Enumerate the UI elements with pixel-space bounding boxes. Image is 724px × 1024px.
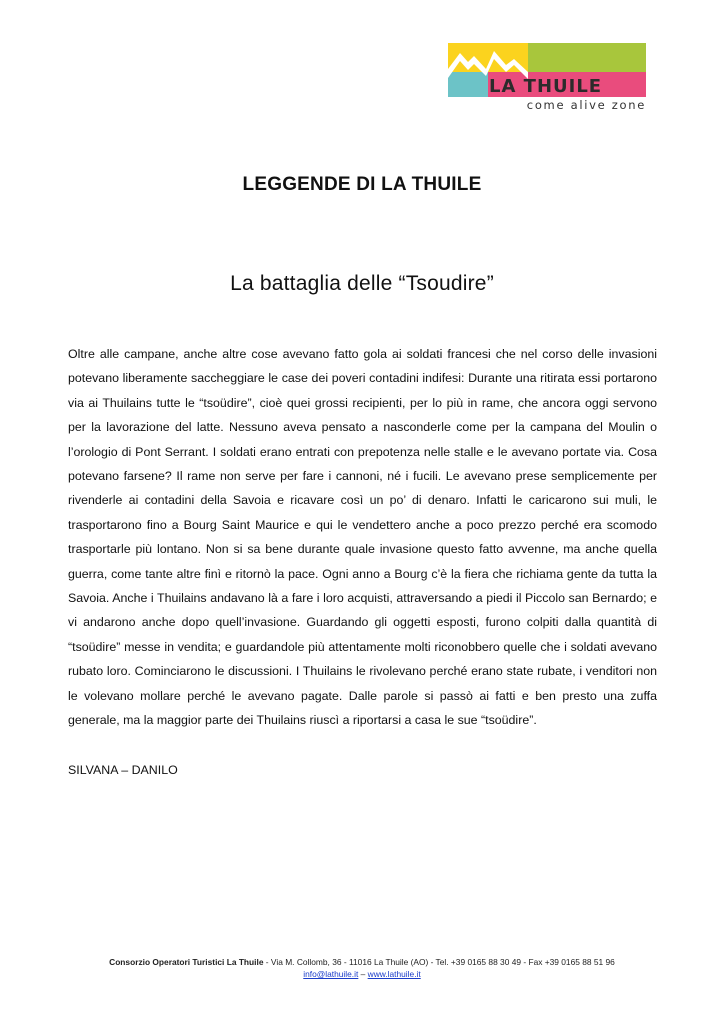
footer (0, 956, 724, 980)
footer-links-line (0, 968, 724, 980)
footer-address-line (0, 956, 724, 968)
la-thuile-logo (448, 43, 646, 113)
logo-teal-block (448, 72, 488, 97)
footer-address: - Via M. Collomb, 36 - 11016 La Thuile (AO) - Tel. +39 0165 88 30 49 - Fax +39 0165 88 51 96 (263, 957, 615, 967)
logo-title: LA THUILE (489, 76, 603, 97)
story-body (68, 342, 657, 733)
logo-tagline: come alive zone (526, 98, 646, 112)
footer-separator: – (358, 969, 368, 979)
author-signature: SILVANA – DANILO (68, 763, 178, 777)
footer-website-link[interactable]: www.lathuile.it (367, 969, 421, 979)
footer-email-link[interactable]: info@lathuile.it (303, 969, 359, 979)
logo-green-block (528, 43, 646, 72)
footer-org-name: Consorzio Operatori Turistici La Thuile (109, 957, 264, 967)
story-paragraph: Oltre alle campane, anche altre cose avevano fatto gola ai soldati francesi che nel corso delle invasioni potevano liberamente saccheggiare le case dei poveri contadini indifesi: Durante una ritirata essi portarono via ai Thuilains tutte le “tsoüdire”, cioè quei grossi recipienti, per lo più in rame, che ancora oggi servono per la lavorazione del latte. Nessuno aveva pensato a nasconderle come per la campana del Moulin o l’orologio di Pont Serrant. I soldati erano entrati con prepotenza nelle stalle e le avevano portate via. Cosa potevano farsene? Il rame non serve per fare i cannoni, né i fucili. Le avevano prese semplicemente per rivenderle ai contadini della Savoia e ricavare così un po’ di denaro. Infatti le caricarono sui muli, le trasportarono fino a Bourg Saint Maurice e qui le vendettero anche a poco prezzo perché era scomodo trasportarle più lontano. Non si sa bene durante quale invasione questo fatto avvenne, ma anche quella guerra, come tante altre finì e ritornò la pace. Ogni anno a Bourg c’è la fiera che richiama gente da tutta la Savoia. Anche i Thuilains andavano là a fare i loro acquisti, attraversando a piedi il Piccolo san Bernardo; e vi andarono anche dopo quell’invasione. Guardando gli oggetti esposti, furono colpiti dalla quantità di “tsoüdire” messe in vendita; e guardandole più attentamente molti riconobbero quelle che i soldati avevano rubato loro. Cominciarono le discussioni. I Thuilains le rivolevano perché erano state rubate, i venditori non le volevano mollare perché le avevano pagate. Dalle parole si passò ai fatti e ben presto una zuffa generale, ma la maggior parte dei Thuilains riuscì a riportarsi a casa le sue “tsoüdire”. (68, 347, 657, 728)
document-subtitle: La battaglia delle “Tsoudire” (230, 272, 494, 295)
document-title: LEGGENDE DI LA THUILE (242, 174, 482, 195)
